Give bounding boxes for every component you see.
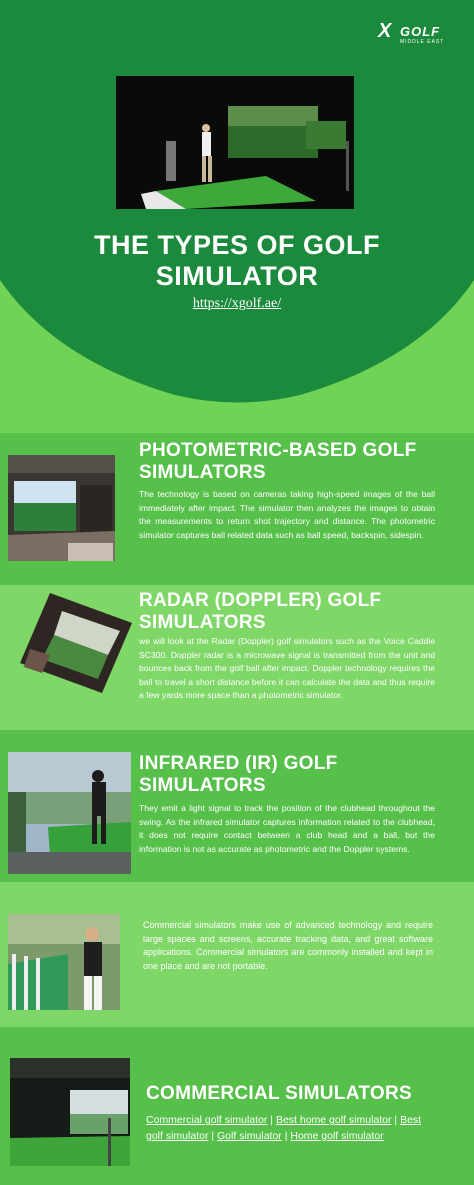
logo-mark: X — [378, 20, 392, 42]
link-separator: | — [391, 1114, 401, 1126]
related-links — [146, 1112, 436, 1144]
logo-sub: MIDDLE EAST — [400, 39, 445, 45]
commercial-info-body: Commercial simulators make use of advanced technology and require large spaces and screens, accurate tracking data, and great software applications. Commercial simulators are commonly installed and kept in one place and are not portable. — [143, 920, 433, 971]
infrared-image — [8, 752, 131, 874]
commercial-range-image — [8, 914, 120, 1010]
section-photometric — [0, 433, 474, 585]
section-radar — [0, 585, 474, 730]
section-commercial-info — [0, 882, 474, 1027]
header-banner — [0, 0, 474, 430]
commercial-title: COMMERCIAL SIMULATORS — [146, 1083, 412, 1104]
link-separator: | — [281, 1130, 291, 1142]
header-wave-shape — [0, 0, 474, 430]
link-home-golf-simulator[interactable]: Home golf simulator — [290, 1130, 384, 1142]
link-best-home-golf-simulator[interactable]: Best home golf simulator — [275, 1114, 392, 1126]
link-golf-simulator[interactable]: Golf simulator — [217, 1130, 282, 1142]
radar-body: we will look at the Radar (Doppler) golf simulators such as the Voice Caddie SC300. Doppler radar is a microwave signal is transmitted from the unit and bounces back from the golf ball after impact. Doppler technology requires the ball to travel a short distance before it can calculate the data and thus require a few yards more space than a photometric simulator. — [139, 636, 435, 700]
brand-logo[interactable] — [378, 18, 458, 46]
section-commercial — [0, 1027, 474, 1185]
infrared-body: They emit a light signal to track the position of the clubhead throughout the swing. As the infrared simulator captures information related to the clubhead, it does not require contact between a club head and a ball, but the information is not as accurate as photometric and the Doppler systems. — [139, 803, 435, 854]
hero-simulator-image — [116, 76, 354, 209]
link-separator: | — [267, 1114, 276, 1126]
photometric-body: The technology is based on cameras taking high-speed images of the ball immediately after impact. The simulator then analyzes the images to obtain the measurements to return shot trajectory and distance. The photometric simulator captures ball related data such as ball speed, backspin, sidespin. — [139, 489, 435, 540]
link-best-golf-simulator[interactable]: Best golf simulator — [146, 1114, 422, 1142]
page-title: THE TYPES OF GOLF SIMULATOR — [93, 230, 380, 291]
infrared-title: INFRARED (IR) GOLF SIMULATORS — [139, 753, 338, 796]
radar-image — [20, 593, 132, 693]
logo-brand: GOLF — [400, 24, 441, 39]
commercial-room-image — [10, 1058, 130, 1166]
photometric-title: PHOTOMETRIC-BASED GOLF SIMULATORS — [139, 440, 417, 483]
website-link[interactable]: https://xgolf.ae/ — [192, 296, 282, 311]
link-commercial-golf-simulator[interactable]: Commercial golf simulator — [146, 1114, 268, 1126]
radar-title: RADAR (DOPPLER) GOLF SIMULATORS — [139, 590, 382, 633]
photometric-image — [8, 455, 115, 561]
link-separator: | — [208, 1130, 218, 1142]
section-infrared — [0, 730, 474, 882]
